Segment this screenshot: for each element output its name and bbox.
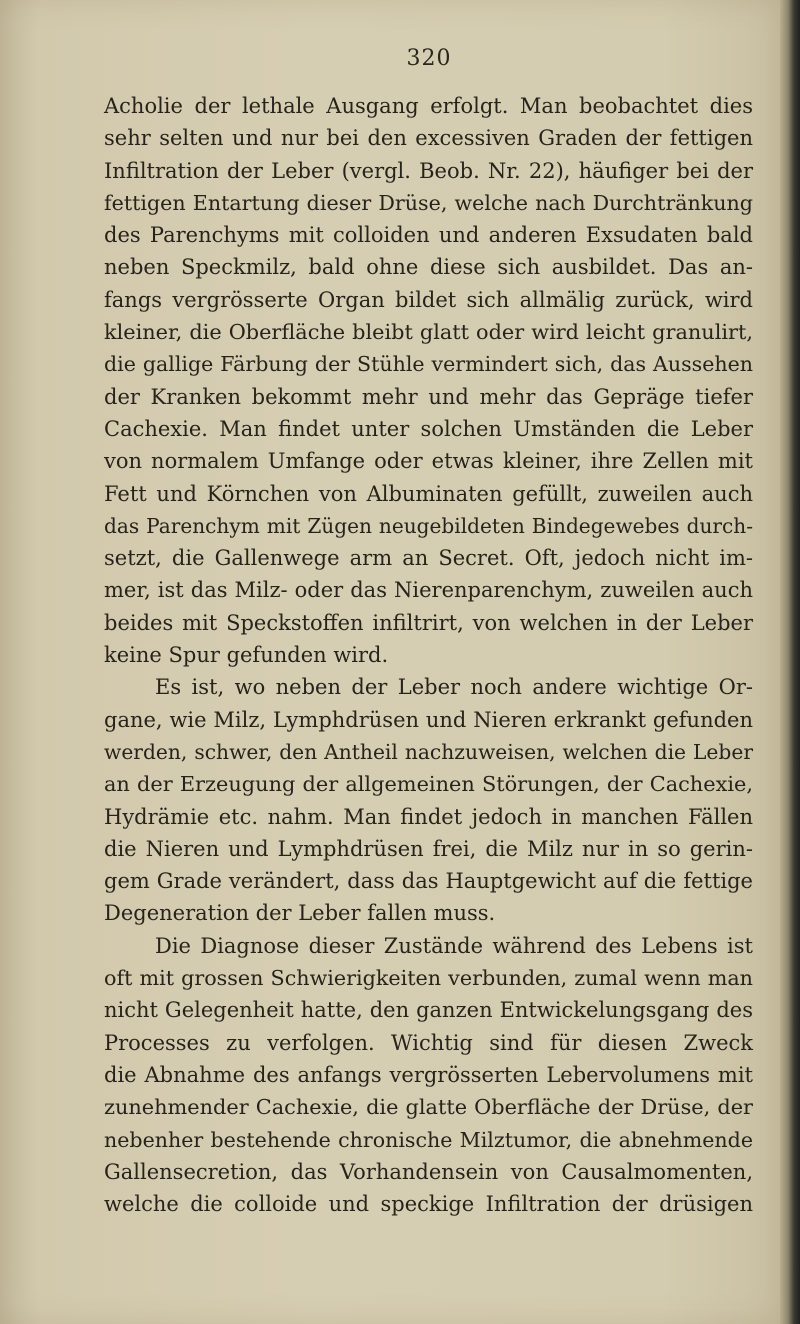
text-line: nicht Gelegenheit hatte, den ganzen Entwickelungsgang des xyxy=(104,998,753,1023)
text-line: welche die colloide und speckige Infiltration der drüsigen xyxy=(104,1192,753,1217)
text-line: zunehmender Cachexie, die glatte Oberfläche der Drüse, der xyxy=(104,1095,753,1120)
text-line: die gallige Färbung der Stühle vermindert sich, das Aussehen xyxy=(104,352,753,377)
text-line: des Parenchyms mit colloiden und anderen Exsudaten bald xyxy=(104,223,753,248)
text-line: Acholie der lethale Ausgang erfolgt. Man beobachtet dies xyxy=(104,94,753,118)
text-line: der Kranken bekommt mehr und mehr das Gepräge tiefer xyxy=(104,384,753,409)
text-line: setzt, die Gallenwege arm an Secret. Oft, jedoch nicht im- xyxy=(104,546,753,571)
text-line: Die Diagnose dieser Zustände während des Lebens ist xyxy=(155,933,753,958)
text-line: Infiltration der Leber (vergl. Beob. Nr. 22), häufiger bei der xyxy=(104,158,753,183)
text-line: kleiner, die Oberfläche bleibt glatt oder wird leicht granulirt, xyxy=(104,320,753,345)
text-line: neben Speckmilz, bald ohne diese sich ausbildet. Das an- xyxy=(104,255,753,280)
text-line: keine Spur gefunden wird. xyxy=(104,643,389,668)
text-line: die Nieren und Lymphdrüsen frei, die Milz nur in so gerin- xyxy=(104,836,753,861)
text-line: gane, wie Milz, Lymphdrüsen und Nieren erkrankt gefunden xyxy=(104,707,753,732)
text-line: sehr selten und nur bei den excessiven Graden der fettigen xyxy=(104,126,753,151)
text-line: werden, schwer, den Antheil nachzuweisen, welchen die Leber xyxy=(104,739,753,764)
page-number: 320 xyxy=(406,46,452,71)
text-line: oft mit grossen Schwierigkeiten verbunden, zumal wenn man xyxy=(104,966,753,991)
text-line: an der Erzeugung der allgemeinen Störungen, der Cachexie, xyxy=(104,772,753,797)
text-line: beides mit Speckstoffen infiltrirt, von welchen in der Leber xyxy=(104,610,753,635)
text-line: von normalem Umfange oder etwas kleiner, ihre Zellen mit xyxy=(104,449,753,474)
text-line: Cachexie. Man findet unter solchen Umständen die Leber xyxy=(104,416,753,441)
text-line: Hydrämie etc. nahm. Man findet jedoch in manchen Fällen xyxy=(104,804,753,829)
text-line: Processes zu verfolgen. Wichtig sind für diesen Zweck xyxy=(104,1030,753,1055)
text-line: Degeneration der Leber fallen muss. xyxy=(104,901,496,926)
text-line: Es ist, wo neben der Leber noch andere wichtige Or- xyxy=(155,675,753,700)
text-line: fettigen Entartung dieser Drüse, welche nach Durchtränkung xyxy=(104,190,753,215)
text-line: die Abnahme des anfangs vergrösserten Lebervolumens mit xyxy=(104,1062,753,1087)
text-line: Fett und Körnchen von Albuminaten gefüllt, zuweilen auch xyxy=(104,481,753,506)
text-line: mer, ist das Milz- oder das Nierenparenchym, zuweilen auch xyxy=(104,578,753,603)
text-line: das Parenchym mit Zügen neugebildeten Bindegewebes durch- xyxy=(104,513,753,538)
text-line: fangs vergrösserte Organ bildet sich allmälig zurück, wird xyxy=(104,287,753,312)
page-edge-shadow xyxy=(780,0,800,1324)
text-line: Gallensecretion, das Vorhandensein von Causalmomenten, xyxy=(104,1159,753,1184)
text-line: nebenher bestehende chronische Milztumor, die abnehmende xyxy=(104,1127,753,1152)
text-line: gem Grade verändert, dass das Hauptgewicht auf die fettige xyxy=(104,869,753,894)
body-text xyxy=(104,90,753,1220)
